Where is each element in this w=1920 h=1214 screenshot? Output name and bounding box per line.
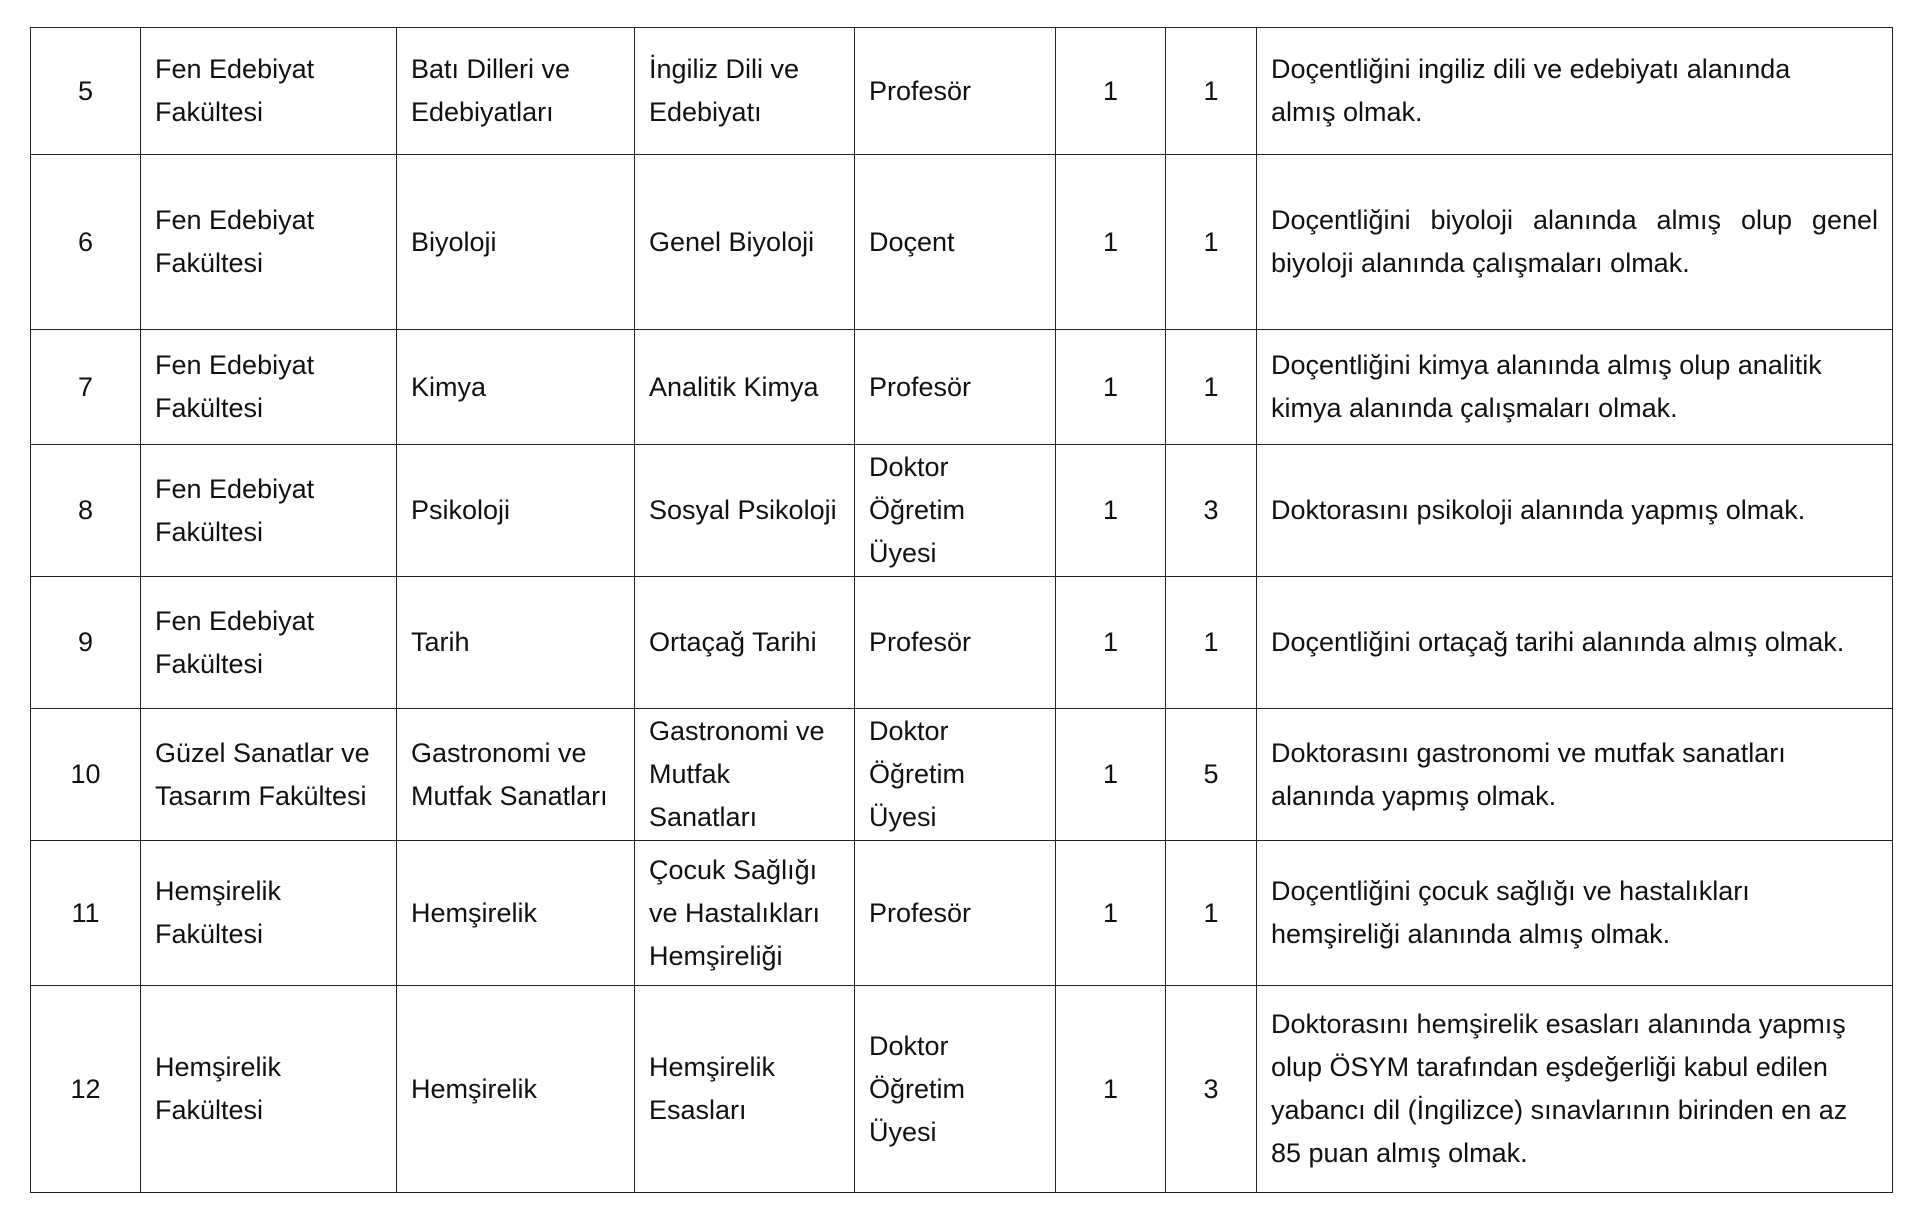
table-row <box>31 330 1893 445</box>
degree-cell: 1 <box>1166 841 1257 986</box>
department-cell: Tarih <box>397 577 635 709</box>
table-row <box>31 577 1893 709</box>
academic-title-cell: Doçent <box>855 155 1056 330</box>
department-cell: Psikoloji <box>397 445 635 577</box>
position-count-cell: 1 <box>1056 986 1166 1193</box>
requirement-cell: Doktorasını psikoloji alanında yapmış olmak. <box>1257 445 1893 577</box>
table-row <box>31 709 1893 841</box>
academic-title-cell: Profesör <box>855 841 1056 986</box>
table-row <box>31 986 1893 1193</box>
program-cell: Çocuk Sağlığı ve Hastalıkları Hemşireliği <box>635 841 855 986</box>
program-cell: Gastronomi ve Mutfak Sanatları <box>635 709 855 841</box>
degree-cell: 1 <box>1166 28 1257 155</box>
row-number: 12 <box>31 986 141 1193</box>
position-count-cell: 1 <box>1056 330 1166 445</box>
degree-cell: 1 <box>1166 577 1257 709</box>
program-cell: Genel Biyoloji <box>635 155 855 330</box>
faculty-cell: Fen Edebiyat Fakültesi <box>141 28 397 155</box>
academic-title-cell: Doktor Öğretim Üyesi <box>855 986 1056 1193</box>
department-cell: Batı Dilleri ve Edebiyatları <box>397 28 635 155</box>
requirement-cell: Doçentliğini çocuk sağlığı ve hastalıkları hemşireliği alanında almış olmak. <box>1257 841 1893 986</box>
academic-title-cell: Profesör <box>855 28 1056 155</box>
degree-cell: 3 <box>1166 445 1257 577</box>
row-number: 5 <box>31 28 141 155</box>
program-cell: Sosyal Psikoloji <box>635 445 855 577</box>
requirement-cell: Doçentliğini ingiliz dili ve edebiyatı alanında almış olmak. <box>1257 28 1893 155</box>
academic-title-cell: Profesör <box>855 577 1056 709</box>
table-row <box>31 841 1893 986</box>
requirement-cell: Doçentliğini biyoloji alanında almış olup genel biyoloji alanında çalışmaları olmak. <box>1257 155 1893 330</box>
position-count-cell: 1 <box>1056 155 1166 330</box>
requirement-cell: Doçentliğini kimya alanında almış olup analitik kimya alanında çalışmaları olmak. <box>1257 330 1893 445</box>
degree-cell: 5 <box>1166 709 1257 841</box>
requirement-cell: Doktorasını hemşirelik esasları alanında yapmış olup ÖSYM tarafından eşdeğerliği kabul edilen yabancı dil (İngilizce) sınavlarının birinden en az 85 puan almış olmak. <box>1257 986 1893 1193</box>
faculty-cell: Hemşirelik Fakültesi <box>141 986 397 1193</box>
faculty-cell: Güzel Sanatlar ve Tasarım Fakültesi <box>141 709 397 841</box>
row-number: 8 <box>31 445 141 577</box>
row-number: 11 <box>31 841 141 986</box>
table-row <box>31 445 1893 577</box>
faculty-cell: Fen Edebiyat Fakültesi <box>141 577 397 709</box>
academic-title-cell: Doktor Öğretim Üyesi <box>855 709 1056 841</box>
degree-cell: 1 <box>1166 330 1257 445</box>
position-count-cell: 1 <box>1056 445 1166 577</box>
department-cell: Hemşirelik <box>397 841 635 986</box>
program-cell: İngiliz Dili ve Edebiyatı <box>635 28 855 155</box>
program-cell: Ortaçağ Tarihi <box>635 577 855 709</box>
degree-cell: 1 <box>1166 155 1257 330</box>
academic-title-cell: Doktor Öğretim Üyesi <box>855 445 1056 577</box>
position-count-cell: 1 <box>1056 28 1166 155</box>
program-cell: Hemşirelik Esasları <box>635 986 855 1193</box>
department-cell: Biyoloji <box>397 155 635 330</box>
program-cell: Analitik Kimya <box>635 330 855 445</box>
department-cell: Kimya <box>397 330 635 445</box>
department-cell: Gastronomi ve Mutfak Sanatları <box>397 709 635 841</box>
requirement-cell: Doçentliğini ortaçağ tarihi alanında almış olmak. <box>1257 577 1893 709</box>
degree-cell: 3 <box>1166 986 1257 1193</box>
positions-table <box>30 27 1893 1193</box>
table-row <box>31 155 1893 330</box>
row-number: 7 <box>31 330 141 445</box>
row-number: 6 <box>31 155 141 330</box>
position-count-cell: 1 <box>1056 577 1166 709</box>
department-cell: Hemşirelik <box>397 986 635 1193</box>
faculty-cell: Fen Edebiyat Fakültesi <box>141 445 397 577</box>
requirement-cell: Doktorasını gastronomi ve mutfak sanatları alanında yapmış olmak. <box>1257 709 1893 841</box>
academic-title-cell: Profesör <box>855 330 1056 445</box>
row-number: 10 <box>31 709 141 841</box>
row-number: 9 <box>31 577 141 709</box>
position-count-cell: 1 <box>1056 841 1166 986</box>
table-row <box>31 28 1893 155</box>
position-count-cell: 1 <box>1056 709 1166 841</box>
faculty-cell: Fen Edebiyat Fakültesi <box>141 155 397 330</box>
faculty-cell: Hemşirelik Fakültesi <box>141 841 397 986</box>
faculty-cell: Fen Edebiyat Fakültesi <box>141 330 397 445</box>
